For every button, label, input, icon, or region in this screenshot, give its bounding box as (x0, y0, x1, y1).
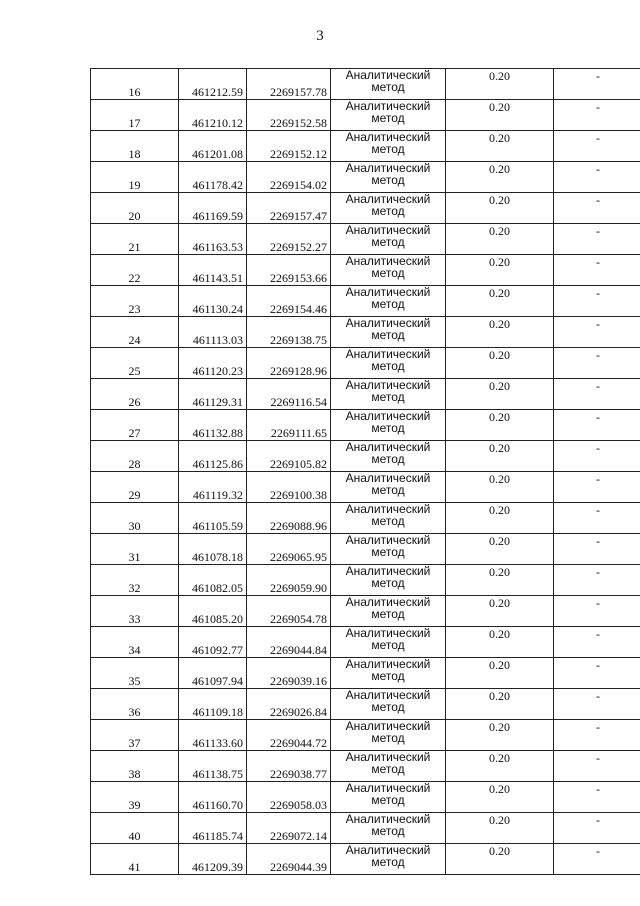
method-cell (331, 379, 446, 410)
method-label: Аналитический (345, 564, 431, 578)
method-label: Аналитический (345, 719, 431, 733)
method-label-line2: метод (371, 607, 405, 621)
accuracy-value: 0.20 (446, 100, 554, 131)
x-coordinate: 461212.59 (179, 69, 247, 100)
method-label-line2: метод (371, 359, 405, 373)
method-label: Аналитический (345, 688, 431, 702)
point-number: 36 (91, 689, 179, 720)
x-coordinate: 461130.24 (179, 286, 247, 317)
table-row (91, 410, 640, 441)
point-number: 24 (91, 317, 179, 348)
method-label: Аналитический (345, 781, 431, 795)
table-row (91, 379, 640, 410)
table-row (91, 658, 640, 689)
method-cell (331, 751, 446, 782)
table-row (91, 286, 640, 317)
point-number: 25 (91, 348, 179, 379)
extra-value: - (554, 813, 640, 844)
method-label: Аналитический (345, 285, 431, 299)
extra-value: - (554, 751, 640, 782)
accuracy-value: 0.20 (446, 627, 554, 658)
point-number: 38 (91, 751, 179, 782)
point-number: 30 (91, 503, 179, 534)
y-coordinate: 2269044.84 (247, 627, 331, 658)
accuracy-value: 0.20 (446, 596, 554, 627)
extra-value: - (554, 782, 640, 813)
extra-value: - (554, 69, 640, 100)
method-label-line2: метод (371, 731, 405, 745)
accuracy-value: 0.20 (446, 410, 554, 441)
method-label-line2: метод (371, 576, 405, 590)
table-row (91, 813, 640, 844)
method-label: Аналитический (345, 254, 431, 268)
table-row (91, 627, 640, 658)
method-cell (331, 193, 446, 224)
accuracy-value: 0.20 (446, 162, 554, 193)
extra-value: - (554, 503, 640, 534)
y-coordinate: 2269138.75 (247, 317, 331, 348)
method-label: Аналитический (345, 378, 431, 392)
y-coordinate: 2269157.78 (247, 69, 331, 100)
x-coordinate: 461163.53 (179, 224, 247, 255)
method-cell (331, 503, 446, 534)
method-label: Аналитический (345, 533, 431, 547)
point-number: 16 (91, 69, 179, 100)
extra-value: - (554, 596, 640, 627)
x-coordinate: 461097.94 (179, 658, 247, 689)
method-label: Аналитический (345, 750, 431, 764)
extra-value: - (554, 472, 640, 503)
method-cell (331, 627, 446, 658)
method-cell (331, 596, 446, 627)
accuracy-value: 0.20 (446, 255, 554, 286)
method-label: Аналитический (345, 440, 431, 454)
table-row (91, 224, 640, 255)
method-cell (331, 441, 446, 472)
extra-value: - (554, 720, 640, 751)
method-cell (331, 565, 446, 596)
method-label: Аналитический (345, 130, 431, 144)
table-row (91, 100, 640, 131)
method-label-line2: метод (371, 111, 405, 125)
point-number: 17 (91, 100, 179, 131)
table-row (91, 689, 640, 720)
x-coordinate: 461105.59 (179, 503, 247, 534)
extra-value: - (554, 286, 640, 317)
y-coordinate: 2269128.96 (247, 348, 331, 379)
method-label: Аналитический (345, 347, 431, 361)
point-number: 18 (91, 131, 179, 162)
x-coordinate: 461085.20 (179, 596, 247, 627)
method-label-line2: метод (371, 638, 405, 652)
method-cell (331, 348, 446, 379)
table-row (91, 69, 640, 100)
y-coordinate: 2269065.95 (247, 534, 331, 565)
method-cell (331, 844, 446, 875)
point-number: 27 (91, 410, 179, 441)
table-row (91, 131, 640, 162)
method-cell (331, 689, 446, 720)
extra-value: - (554, 224, 640, 255)
x-coordinate: 461082.05 (179, 565, 247, 596)
method-label: Аналитический (345, 161, 431, 175)
extra-value: - (554, 193, 640, 224)
point-number: 26 (91, 379, 179, 410)
x-coordinate: 461092.77 (179, 627, 247, 658)
method-label: Аналитический (345, 657, 431, 671)
method-label: Аналитический (345, 595, 431, 609)
table-row (91, 193, 640, 224)
method-cell (331, 472, 446, 503)
extra-value: - (554, 844, 640, 875)
x-coordinate: 461132.88 (179, 410, 247, 441)
method-label-line2: метод (371, 545, 405, 559)
extra-value: - (554, 627, 640, 658)
accuracy-value: 0.20 (446, 131, 554, 162)
extra-value: - (554, 317, 640, 348)
method-cell (331, 131, 446, 162)
method-cell (331, 410, 446, 441)
method-label: Аналитический (345, 99, 431, 113)
extra-value: - (554, 255, 640, 286)
method-label-line2: метод (371, 173, 405, 187)
table-row (91, 596, 640, 627)
y-coordinate: 2269157.47 (247, 193, 331, 224)
x-coordinate: 461119.32 (179, 472, 247, 503)
y-coordinate: 2269058.03 (247, 782, 331, 813)
method-label-line2: метод (371, 483, 405, 497)
x-coordinate: 461109.18 (179, 689, 247, 720)
point-number: 21 (91, 224, 179, 255)
y-coordinate: 2269152.27 (247, 224, 331, 255)
accuracy-value: 0.20 (446, 565, 554, 596)
method-label-line2: метод (371, 390, 405, 404)
point-number: 22 (91, 255, 179, 286)
x-coordinate: 461210.12 (179, 100, 247, 131)
method-cell (331, 69, 446, 100)
extra-value: - (554, 534, 640, 565)
y-coordinate: 2269044.39 (247, 844, 331, 875)
x-coordinate: 461078.18 (179, 534, 247, 565)
method-label: Аналитический (345, 502, 431, 516)
point-number: 28 (91, 441, 179, 472)
method-label-line2: метод (371, 824, 405, 838)
method-label: Аналитический (345, 812, 431, 826)
accuracy-value: 0.20 (446, 658, 554, 689)
method-cell (331, 534, 446, 565)
accuracy-value: 0.20 (446, 193, 554, 224)
y-coordinate: 2269059.90 (247, 565, 331, 596)
method-label-line2: метод (371, 142, 405, 156)
y-coordinate: 2269054.78 (247, 596, 331, 627)
extra-value: - (554, 565, 640, 596)
y-coordinate: 2269026.84 (247, 689, 331, 720)
accuracy-value: 0.20 (446, 441, 554, 472)
method-cell (331, 317, 446, 348)
point-number: 32 (91, 565, 179, 596)
accuracy-value: 0.20 (446, 317, 554, 348)
y-coordinate: 2269088.96 (247, 503, 331, 534)
point-number: 33 (91, 596, 179, 627)
accuracy-value: 0.20 (446, 224, 554, 255)
table-row (91, 348, 640, 379)
accuracy-value: 0.20 (446, 534, 554, 565)
y-coordinate: 2269044.72 (247, 720, 331, 751)
x-coordinate: 461209.39 (179, 844, 247, 875)
x-coordinate: 461120.23 (179, 348, 247, 379)
accuracy-value: 0.20 (446, 844, 554, 875)
table-row (91, 317, 640, 348)
method-label-line2: метод (371, 80, 405, 94)
method-cell (331, 658, 446, 689)
y-coordinate: 2269152.12 (247, 131, 331, 162)
table-row (91, 782, 640, 813)
x-coordinate: 461185.74 (179, 813, 247, 844)
method-label-line2: метод (371, 328, 405, 342)
x-coordinate: 461201.08 (179, 131, 247, 162)
extra-value: - (554, 379, 640, 410)
method-label-line2: метод (371, 793, 405, 807)
method-label-line2: метод (371, 266, 405, 280)
coordinates-table (90, 68, 640, 875)
method-label-line2: метод (371, 669, 405, 683)
y-coordinate: 2269154.02 (247, 162, 331, 193)
method-label-line2: метод (371, 421, 405, 435)
point-number: 31 (91, 534, 179, 565)
extra-value: - (554, 348, 640, 379)
accuracy-value: 0.20 (446, 503, 554, 534)
accuracy-value: 0.20 (446, 379, 554, 410)
y-coordinate: 2269038.77 (247, 751, 331, 782)
accuracy-value: 0.20 (446, 69, 554, 100)
accuracy-value: 0.20 (446, 348, 554, 379)
table-row (91, 534, 640, 565)
y-coordinate: 2269154.46 (247, 286, 331, 317)
method-label: Аналитический (345, 223, 431, 237)
accuracy-value: 0.20 (446, 813, 554, 844)
y-coordinate: 2269111.65 (247, 410, 331, 441)
x-coordinate: 461133.60 (179, 720, 247, 751)
method-cell (331, 720, 446, 751)
x-coordinate: 461169.59 (179, 193, 247, 224)
extra-value: - (554, 689, 640, 720)
method-label-line2: метод (371, 452, 405, 466)
method-label-line2: метод (371, 514, 405, 528)
method-label-line2: метод (371, 204, 405, 218)
table-row (91, 720, 640, 751)
method-cell (331, 255, 446, 286)
x-coordinate: 461160.70 (179, 782, 247, 813)
coordinates-table-body (91, 69, 640, 875)
point-number: 19 (91, 162, 179, 193)
x-coordinate: 461138.75 (179, 751, 247, 782)
extra-value: - (554, 441, 640, 472)
accuracy-value: 0.20 (446, 472, 554, 503)
method-label-line2: метод (371, 855, 405, 869)
method-label: Аналитический (345, 471, 431, 485)
method-label: Аналитический (345, 316, 431, 330)
accuracy-value: 0.20 (446, 782, 554, 813)
point-number: 41 (91, 844, 179, 875)
table-row (91, 503, 640, 534)
table-row (91, 565, 640, 596)
method-cell (331, 813, 446, 844)
y-coordinate: 2269039.16 (247, 658, 331, 689)
method-label: Аналитический (345, 409, 431, 423)
method-label-line2: метод (371, 762, 405, 776)
point-number: 29 (91, 472, 179, 503)
x-coordinate: 461129.31 (179, 379, 247, 410)
point-number: 34 (91, 627, 179, 658)
method-cell (331, 782, 446, 813)
method-cell (331, 100, 446, 131)
method-label: Аналитический (345, 68, 431, 82)
extra-value: - (554, 100, 640, 131)
point-number: 35 (91, 658, 179, 689)
y-coordinate: 2269116.54 (247, 379, 331, 410)
method-label: Аналитический (345, 626, 431, 640)
page-number: 3 (316, 28, 324, 44)
method-label-line2: метод (371, 235, 405, 249)
x-coordinate: 461178.42 (179, 162, 247, 193)
accuracy-value: 0.20 (446, 720, 554, 751)
y-coordinate: 2269100.38 (247, 472, 331, 503)
accuracy-value: 0.20 (446, 689, 554, 720)
x-coordinate: 461125.86 (179, 441, 247, 472)
table-row (91, 472, 640, 503)
x-coordinate: 461143.51 (179, 255, 247, 286)
method-label: Аналитический (345, 843, 431, 857)
method-cell (331, 162, 446, 193)
method-cell (331, 286, 446, 317)
accuracy-value: 0.20 (446, 286, 554, 317)
table-row (91, 751, 640, 782)
extra-value: - (554, 410, 640, 441)
method-label: Аналитический (345, 192, 431, 206)
y-coordinate: 2269153.66 (247, 255, 331, 286)
y-coordinate: 2269152.58 (247, 100, 331, 131)
table-row (91, 255, 640, 286)
extra-value: - (554, 131, 640, 162)
point-number: 40 (91, 813, 179, 844)
table-row (91, 844, 640, 875)
y-coordinate: 2269072.14 (247, 813, 331, 844)
method-label-line2: метод (371, 297, 405, 311)
table-row (91, 162, 640, 193)
point-number: 39 (91, 782, 179, 813)
point-number: 23 (91, 286, 179, 317)
extra-value: - (554, 658, 640, 689)
method-cell (331, 224, 446, 255)
table-row (91, 441, 640, 472)
accuracy-value: 0.20 (446, 751, 554, 782)
method-label-line2: метод (371, 700, 405, 714)
point-number: 20 (91, 193, 179, 224)
point-number: 37 (91, 720, 179, 751)
x-coordinate: 461113.03 (179, 317, 247, 348)
extra-value: - (554, 162, 640, 193)
y-coordinate: 2269105.82 (247, 441, 331, 472)
